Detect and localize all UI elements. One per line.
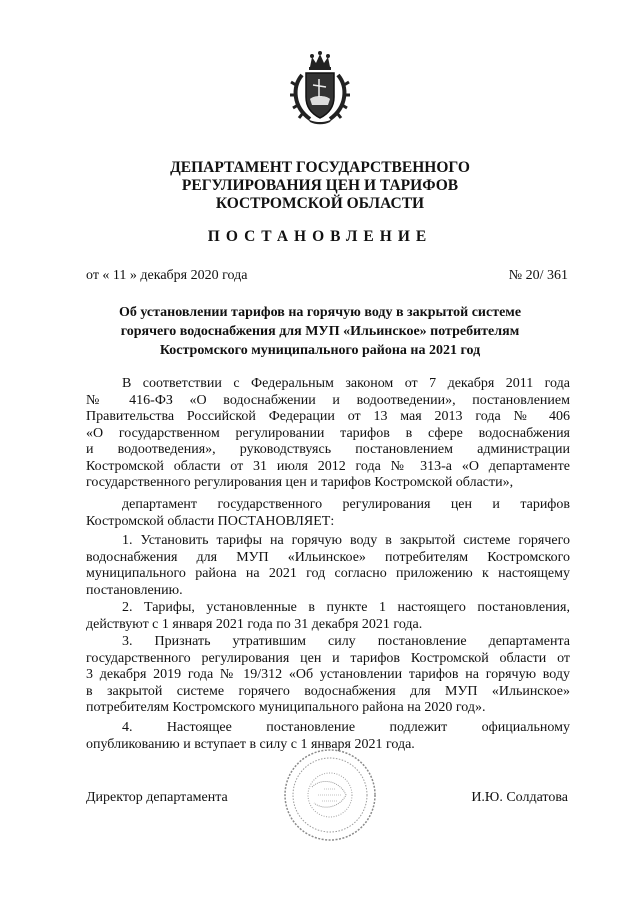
body-line: опубликованию и вступает в силу с 1 января 2021 года. xyxy=(86,736,415,752)
body-line: В соответствии с Федеральным законом от 7 декабря 2011 года xyxy=(122,376,570,391)
body-line: водоснабжения для МУП «Ильинское» потребителям Костромского xyxy=(86,549,570,565)
document-type-title: ПОСТАНОВЛЕНИЕ xyxy=(207,228,433,245)
signatory-name: И.Ю. Солдатова xyxy=(471,790,568,805)
body-line: «О государственном регулировании тарифов в сфере водоснабжения xyxy=(86,425,570,441)
body-line: 1. Установить тарифы на горячую воду в закрытой системе горячего xyxy=(122,533,570,548)
paragraph-item-1 xyxy=(86,533,570,599)
body-line: 3. Признать утратившим силу постановление департамента xyxy=(122,634,570,649)
body-line: Правительства Российской Федерации от 13 мая 2013 года № 406 xyxy=(86,409,570,424)
department-line-1: ДЕПАРТАМЕНТ ГОСУДАРСТВЕННОГО xyxy=(170,159,470,176)
official-seal-icon xyxy=(282,747,378,843)
body-line: муниципального района на 2021 год согласно приложению к настоящему xyxy=(86,566,570,581)
body-line: № 416-ФЗ «О водоснабжении и водоотведении», постановлением xyxy=(86,392,570,408)
signatory-position: Директор департамента xyxy=(86,790,228,805)
document-subject xyxy=(90,303,550,360)
subject-line-3: Костромского муниципального района на 2021 год xyxy=(159,343,481,358)
coat-of-arms-icon xyxy=(288,51,352,125)
body-line: 4. Настоящее постановление подлежит официальному xyxy=(122,720,570,735)
subject-line-1: Об установлении тарифов на горячую воду в закрытой системе xyxy=(118,305,522,320)
department-header xyxy=(60,159,580,213)
body-line: и водоотведения», руководствуясь постановлением администрации xyxy=(86,442,570,457)
body-line: действуют с 1 января 2021 года по 31 декабря 2021 года. xyxy=(86,616,423,632)
body-line: государственного регулирования цен и тарифов Костромской области», xyxy=(86,475,514,490)
body-line: 2. Тарифы, установленные в пункте 1 настоящего постановления, xyxy=(122,600,570,615)
paragraph-resolves xyxy=(86,497,570,530)
paragraph-item-3 xyxy=(86,634,570,717)
body-line: 3 декабря 2019 года № 19/312 «Об установлении тарифов на горячую воду xyxy=(86,667,570,682)
body-line: в закрытой системе горячего водоснабжения для МУП «Ильинское» xyxy=(86,683,570,699)
department-line-2: РЕГУЛИРОВАНИЯ ЦЕН И ТАРИФОВ xyxy=(181,177,459,194)
department-line-3: КОСТРОМСКОЙ ОБЛАСТИ xyxy=(215,195,425,212)
paragraph-item-2 xyxy=(86,600,570,633)
body-line: Костромской области от 31 июля 2012 года № 313-а «О департаменте xyxy=(86,458,570,474)
document-date: от « 11 » декабря 2020 года xyxy=(86,268,248,283)
document-number: № 20/ 361 xyxy=(508,268,568,283)
body-line: Костромской области ПОСТАНОВЛЯЕТ: xyxy=(86,513,335,529)
paragraph-preamble xyxy=(86,376,570,492)
subject-line-2: горячего водоснабжения для МУП «Ильинское» потребителям xyxy=(120,324,520,339)
body-line: департамент государственного регулирования цен и тарифов xyxy=(122,497,570,512)
body-line: государственного регулирования цен и тарифов Костромской области от xyxy=(86,650,570,666)
body-line: постановлению. xyxy=(86,582,183,598)
body-line: потребителям Костромского муниципального района на 2020 год». xyxy=(86,700,486,715)
